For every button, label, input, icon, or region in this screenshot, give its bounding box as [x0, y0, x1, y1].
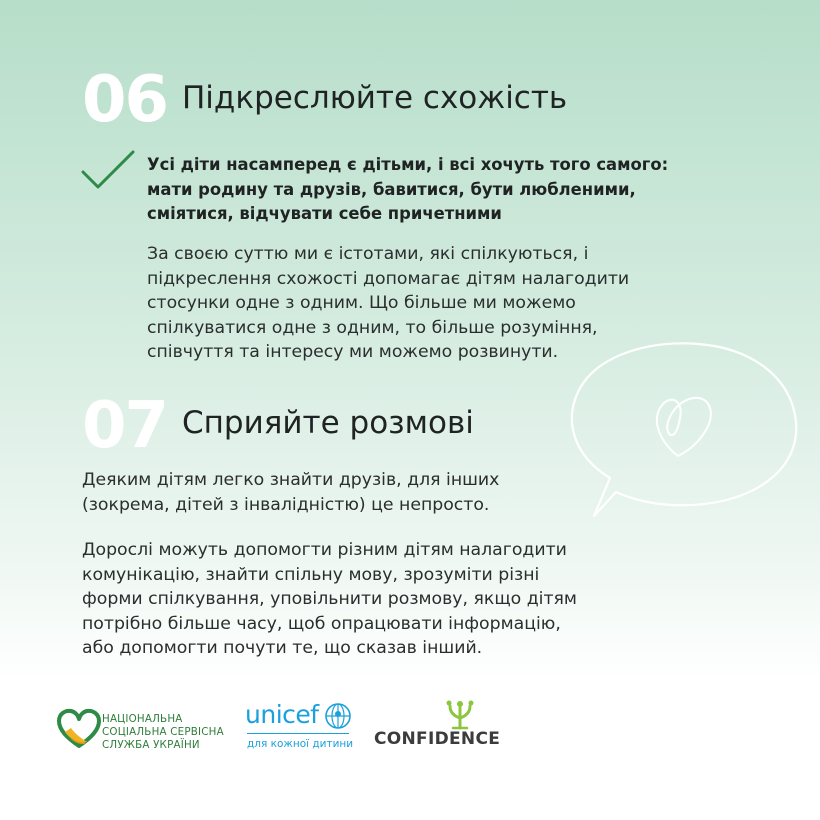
- speech-bubble-heart-icon: [556, 336, 804, 540]
- body-line: співчуття та інтересу ми можемо розвинути.: [147, 342, 559, 362]
- heart-hands-icon: [57, 708, 101, 750]
- nssu-line: НАЦІОНАЛЬНА: [102, 713, 183, 725]
- section-07-paragraph-2: [82, 538, 577, 661]
- unicef-divider: [247, 733, 349, 734]
- body-line: За своєю суттю ми є істотами, які спілкуються, і: [147, 244, 589, 264]
- body-line: (зокрема, дітей з інвалідністю) це непросто.: [82, 494, 490, 515]
- tree-people-icon: [440, 700, 480, 730]
- lead-line: Усі діти насамперед є дітьми, і всі хочуть того самого:: [147, 155, 669, 174]
- nssu-line: СЛУЖБА УКРАЇНИ: [102, 739, 200, 752]
- section-06-lead: [147, 153, 707, 227]
- body-line: Деяким дітям легко знайти друзів, для інших: [82, 470, 500, 490]
- body-line: комунікацію, знайти спільну мову, зрозуміти різні: [82, 564, 540, 585]
- section-number-07: 07: [82, 389, 168, 463]
- lead-line: мати родину та друзів, бавитися, бути любленими,: [147, 179, 636, 199]
- body-line: потрібно більше часу, щоб опрацювати інформацію,: [82, 613, 561, 634]
- body-line: стосунки одне з одним. Що більше ми можемо: [147, 293, 576, 313]
- body-line: або допомогти почути те, що сказав інший.: [82, 638, 483, 658]
- body-line: форми спілкування, уповільнити розмову, якщо дітям: [82, 589, 577, 609]
- section-06-body: [147, 242, 629, 365]
- unicef-globe-icon: [323, 701, 353, 731]
- body-line: підкреслення схожості допомагає дітям налагодити: [147, 268, 630, 289]
- body-line: спілкуватися одне з одним, то більше розуміння,: [147, 317, 598, 338]
- unicef-tagline: для кожної дитини: [247, 738, 354, 750]
- checkmark-icon: [80, 148, 136, 192]
- section-title-06: Підкреслюйте схожість: [182, 80, 568, 116]
- unicef-wordmark: unicef: [245, 700, 319, 729]
- confidence-wordmark: CONFIDENCE: [374, 729, 501, 749]
- section-07-paragraph-1: [82, 468, 499, 517]
- section-title-07: Сприяйте розмові: [182, 405, 474, 441]
- nssu-line: СОЦІАЛЬНА СЕРВІСНА: [102, 726, 224, 739]
- body-line: Дорослі можуть допомогти різним дітям налагодити: [82, 540, 567, 560]
- lead-line: сміятися, відчувати себе причетними: [147, 204, 502, 223]
- section-number-06: 06: [82, 63, 168, 137]
